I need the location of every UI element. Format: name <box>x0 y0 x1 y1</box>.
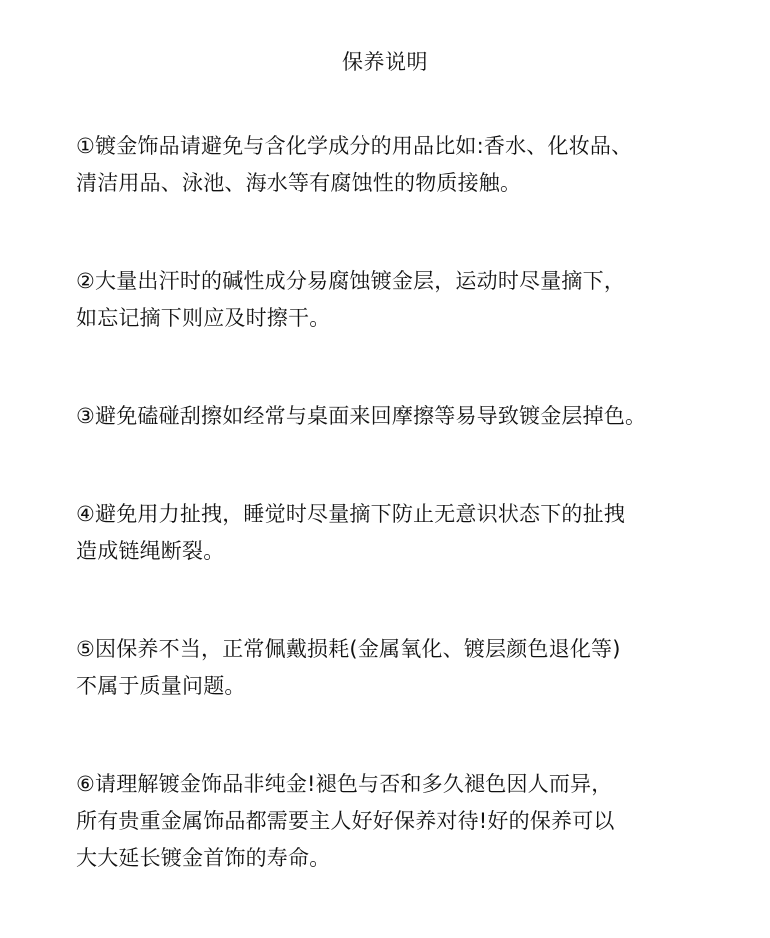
instruction-2 <box>76 263 756 337</box>
instruction-line: 如忘记摘下则应及时擦干。 <box>76 306 331 330</box>
instruction-line: 不属于质量问题。 <box>76 674 246 698</box>
instruction-line: 大大延长镀金首饰的寿命。 <box>76 846 331 870</box>
instruction-line: ⑤因保养不当，正常佩戴损耗(金属氧化、镀层颜色退化等) <box>76 637 621 661</box>
instruction-1 <box>76 128 756 202</box>
instruction-6 <box>76 766 756 877</box>
instruction-line: 所有贵重金属饰品都需要主人好好保养对待!好的保养可以 <box>76 809 615 833</box>
instruction-4 <box>76 496 756 570</box>
instruction-line: ③避免磕碰刮擦如经常与桌面来回摩擦等易导致镀金层掉色。 <box>76 404 647 428</box>
instruction-3 <box>76 398 756 435</box>
instruction-line: ②大量出汗时的碱性成分易腐蚀镀金层，运动时尽量摘下， <box>76 269 626 293</box>
page-title: 保养说明 <box>342 50 428 74</box>
instruction-line: ④避免用力扯拽，睡觉时尽量摘下防止无意识状态下的扯拽 <box>76 502 626 526</box>
instruction-line: ⑥请理解镀金饰品非纯金!褪色与否和多久褪色因人而异， <box>76 772 613 796</box>
care-instructions <box>76 128 756 938</box>
instruction-line: ①镀金饰品请避免与含化学成分的用品比如:香水、化妆品、 <box>76 134 633 158</box>
instruction-line: 造成链绳断裂。 <box>76 539 225 563</box>
instruction-5 <box>76 631 756 705</box>
instruction-line: 清洁用品、泳池、海水等有腐蚀性的物质接触。 <box>76 171 522 195</box>
